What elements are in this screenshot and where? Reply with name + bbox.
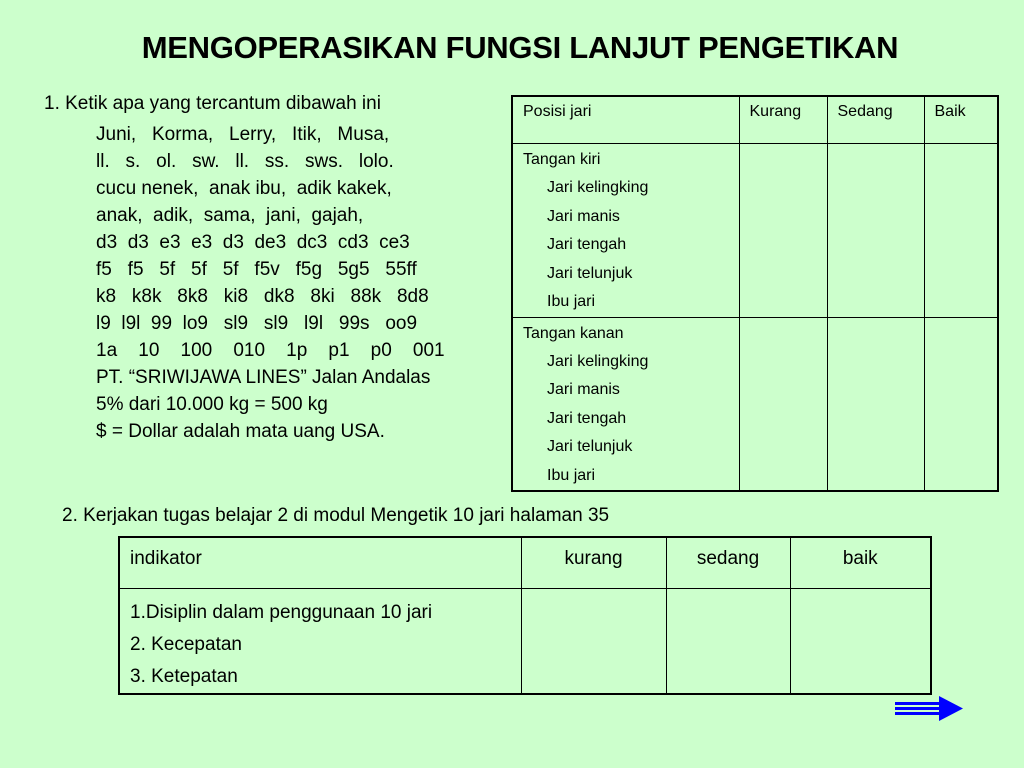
practice-line: cucu nenek, anak ibu, adik kakek, [96,178,392,199]
practice-line: anak, adik, sama, jani, gajah, [96,205,364,226]
hand-label: Tangan kanan [523,324,624,342]
rating-cell[interactable] [924,317,998,491]
rating-cell[interactable] [521,589,666,695]
practice-line: f5 f5 5f 5f 5f f5v f5g 5g5 55ff [96,259,417,280]
rating-cell[interactable] [790,589,931,695]
rating-cell[interactable] [739,144,827,318]
rating-cell[interactable] [739,317,827,491]
header-posisi-jari: Posisi jari [512,96,739,144]
table-row [119,589,931,695]
finger-label: Jari manis [547,207,620,225]
next-arrow-icon[interactable] [895,696,965,729]
header-baik: Baik [924,96,998,144]
practice-line: 1a 10 100 010 1p p1 p0 001 [96,340,445,361]
table-header-row [119,537,931,589]
practice-line: Juni, Korma, Lerry, Itik, Musa, [96,124,390,145]
table-row [512,317,998,491]
finger-label: Jari tengah [547,236,627,253]
header-sedang: Sedang [827,96,924,144]
practice-line: PT. “SRIWIJAWA LINES” Jalan Andalas [96,367,431,388]
rating-cell[interactable] [827,144,924,318]
section1-heading: 1. Ketik apa yang tercantum dibawah ini [44,93,381,114]
practice-line: k8 k8k 8k8 ki8 dk8 8ki 88k 8d8 [96,286,429,307]
rating-cell[interactable] [666,589,790,695]
practice-line: 5% dari 10.000 kg = 500 kg [96,394,328,415]
indicator-list-cell [119,589,521,695]
finger-label: Jari manis [547,381,620,398]
header-indikator: indikator [119,537,521,589]
indicator-item: 3. Ketepatan [130,666,238,687]
table-row [512,144,998,318]
table-header-row [512,96,998,144]
indicator-item: 1.Disiplin dalam penggunaan 10 jari [130,602,433,623]
finger-label: Ibu jari [547,466,596,484]
practice-lines [96,121,445,445]
rating-cell[interactable] [827,317,924,491]
left-hand-cell [512,144,739,318]
header-kurang: Kurang [739,96,827,144]
practice-line: l9 l9l 99 lo9 sl9 sl9 l9l 99s oo9 [96,313,418,334]
hand-label: Tangan kiri [523,151,601,168]
rating-cell[interactable] [924,144,998,318]
page-title: MENGOPERASIKAN FUNGSI LANJUT PENGETIKAN [141,30,899,65]
finger-label: Jari kelingking [547,352,649,370]
practice-line: $ = Dollar adalah mata uang USA. [96,421,385,442]
section2-instruction: 2. Kerjakan tugas belajar 2 di modul Mengetik 10 jari halaman 35 [62,505,610,526]
practice-line: ll. s. ol. sw. ll. ss. sws. lolo. [96,151,394,172]
practice-line: d3 d3 e3 e3 d3 de3 dc3 cd3 ce3 [96,232,410,253]
indicator-table [118,536,932,695]
header-kurang: kurang [521,537,666,589]
finger-label: Jari telunjuk [547,264,633,282]
header-baik: baik [790,537,931,589]
finger-position-table [511,95,999,492]
right-hand-cell [512,317,739,491]
finger-label: Ibu jari [547,293,596,310]
finger-label: Jari telunjuk [547,438,633,455]
header-sedang: sedang [666,537,790,589]
finger-label: Jari tengah [547,409,627,427]
indicator-item: 2. Kecepatan [130,634,242,655]
finger-label: Jari kelingking [547,179,649,196]
